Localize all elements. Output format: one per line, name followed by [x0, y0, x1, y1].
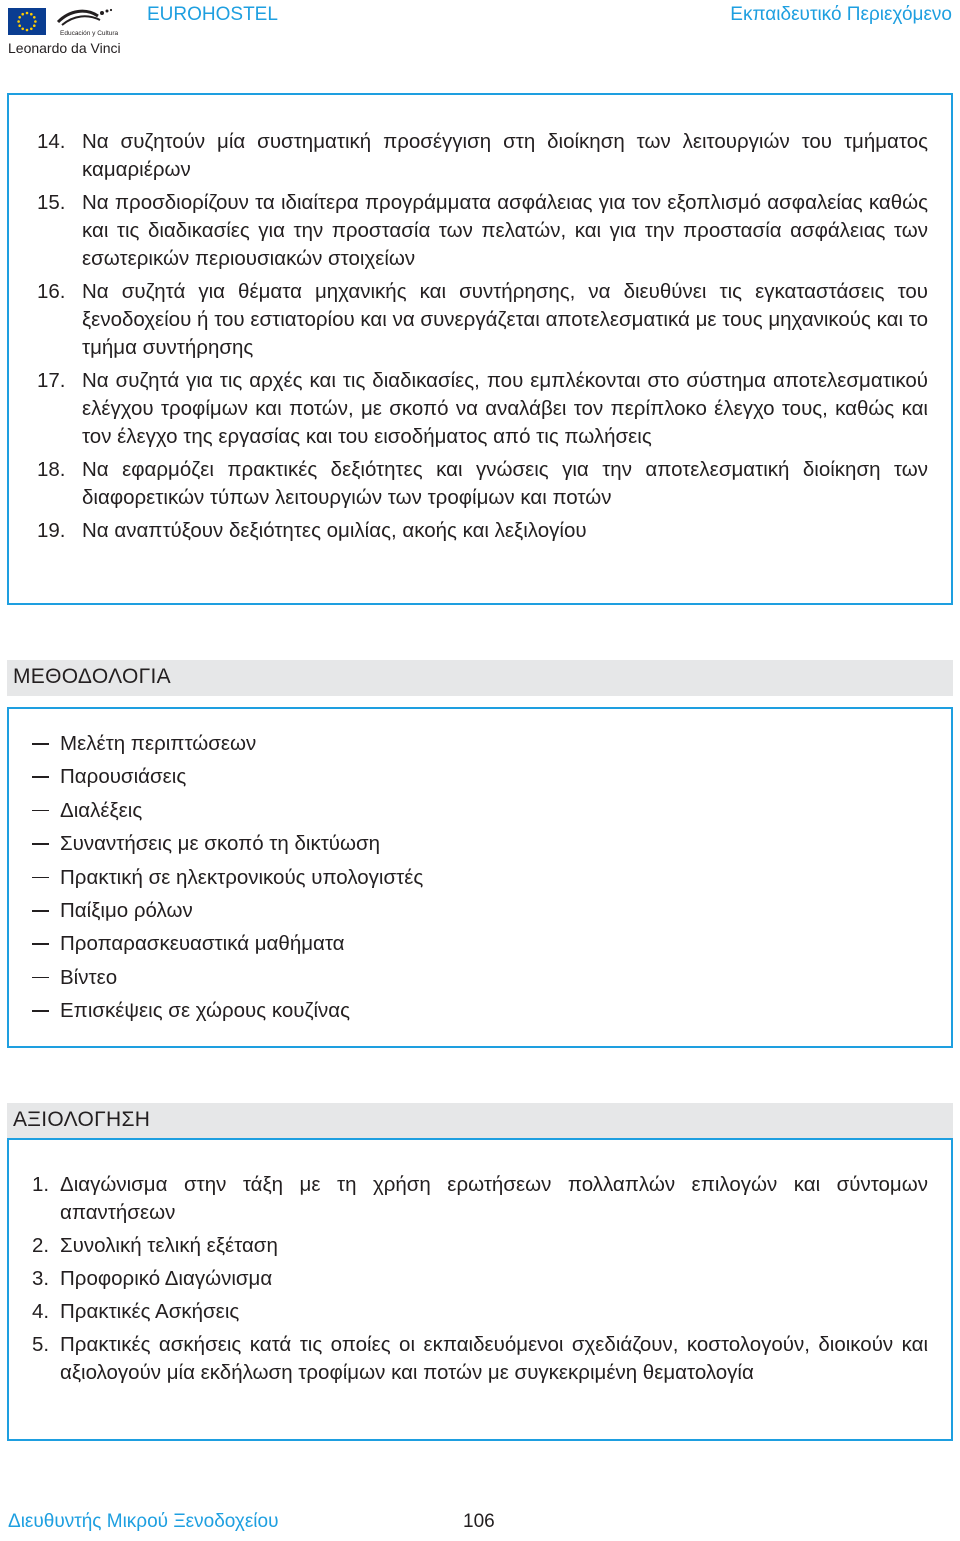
item-text: Πρακτικές Ασκήσεις [60, 1300, 240, 1323]
item-number: 3. [32, 1267, 50, 1290]
page-number: 106 [463, 1511, 495, 1532]
section-title: Εκπαιδευτικό Περιεχόμενο [730, 4, 952, 25]
logo-caption: Educación y Cultura [60, 30, 119, 37]
item-number: 2. [32, 1234, 50, 1257]
item-text: Προπαρασκευαστικά μαθήματα [60, 932, 345, 956]
footer-course-title: Διευθυντής Μικρού Ξενοδοχείου [8, 1511, 279, 1532]
dash-bullet-icon [32, 910, 49, 912]
item-text: Προφορικό Διαγώνισμα [60, 1267, 273, 1290]
item-text: Μελέτη περιπτώσεων [60, 732, 257, 755]
item-text: Πρακτικές ασκήσεις κατά τις οποίες οι εκπαιδευόμενοι σχεδιάζουν, κοστολογούν, διοικούν και αξιολογούν μία εκδήλωση τροφίμων και ποτών με συγκεκριμένη θεματολογία [60, 1333, 928, 1384]
item-text: Να συζητά για τις αρχές και τις διαδικασίες, που εμπλέκονται στο σύστημα αποτελεσματικού ελέγχου τροφίμων και ποτών, με σκοπό να αναλάβει τον περίπλοκο έλεγχο τους, καθώς και τον έλεγχο της εργασίας και του εισοδήματος από τις πωλήσεις [82, 369, 928, 448]
item-text: Να συζητά για θέματα μηχανικής και συντήρησης, να διευθύνει τις εγκαταστάσεις του ξενοδοχείου ή του εστιατορίου και να συνεργάζεται αποτελεσματικά με τους μηχανικούς και το τμήμα συντήρησης [82, 280, 928, 359]
list-item [32, 367, 928, 451]
dash-bullet-icon [32, 810, 49, 812]
item-text: Να προσδιορίζουν τα ιδιαίτερα προγράμματα ασφάλειας για τον εξοπλισμό ασφαλείας καθώς και τις διαδικασίες για την προστασία των πελατών, και για την προστασία ασφάλειας των εσωτερικών περιουσιακών στοιχείων [82, 191, 928, 270]
dash-bullet-icon [32, 843, 49, 845]
list-item [32, 894, 423, 927]
list-item [32, 1265, 928, 1293]
list-item [32, 861, 423, 894]
list-item [32, 827, 423, 860]
methodology-heading-band [7, 660, 953, 696]
page-header [0, 0, 960, 70]
list-item [32, 961, 423, 994]
education-culture-logo [52, 6, 122, 38]
item-text: Παρουσιάσεις [60, 765, 187, 789]
list-item [32, 456, 928, 512]
item-text: Να εφαρμόζει πρακτικές δεξιότητες και γνώσεις για την αποτελεσματική διοίκηση των διαφορετικών τύπων λειτουργιών των τροφίμων και ποτών [82, 458, 928, 509]
list-item [32, 128, 928, 184]
list-item [32, 189, 928, 273]
dash-bullet-icon [32, 776, 49, 778]
item-number: 5. [32, 1333, 50, 1356]
dash-bullet-icon [32, 743, 49, 745]
item-text: Βίντεο [60, 965, 118, 989]
item-number: 18. [37, 458, 66, 481]
dash-bullet-icon [32, 877, 49, 879]
list-item [32, 994, 423, 1027]
item-text: Συναντήσεις με σκοπό τη δικτύωση [60, 832, 381, 856]
item-number: 4. [32, 1300, 50, 1323]
evaluation-heading: ΑΞΙΟΛΟΓΗΣΗ [13, 1108, 151, 1131]
list-item [32, 1298, 928, 1326]
list-item [32, 1331, 928, 1387]
item-text: Να συζητούν μία συστηματική προσέγγιση στη διοίκηση των λειτουργιών του τμήματος καμαριέρων [82, 130, 928, 181]
item-number: 1. [32, 1173, 50, 1196]
item-number: 14. [37, 130, 66, 153]
item-number: 19. [37, 519, 66, 542]
item-number: 15. [37, 191, 66, 214]
item-number: 17. [37, 369, 66, 392]
list-item [32, 517, 928, 545]
brand-title: EUROHOSTEL [147, 4, 278, 25]
item-text: Πρακτική σε ηλεκτρονικούς υπολογιστές [60, 865, 424, 889]
item-text: Επισκέψεις σε χώρους κουζίνας [60, 999, 351, 1023]
methodology-heading: ΜΕΘΟΔΟΛΟΓΙΑ [13, 665, 171, 688]
item-text: Διαλέξεις [60, 798, 143, 822]
evaluation-heading-band [7, 1103, 953, 1139]
list-item [32, 760, 423, 793]
list-item [32, 1232, 928, 1260]
list-item [32, 727, 423, 760]
dash-bullet-icon [32, 1010, 49, 1012]
methodology-list [32, 727, 423, 1028]
list-item [32, 278, 928, 362]
dash-bullet-icon [32, 977, 49, 979]
list-item [32, 1171, 928, 1227]
eu-flag-icon [8, 8, 46, 35]
objectives-list [32, 128, 928, 550]
item-text: Παίξιμο ρόλων [60, 899, 193, 923]
list-item [32, 794, 423, 827]
item-text: Συνολική τελική εξέταση [60, 1234, 278, 1257]
list-item [32, 927, 423, 960]
program-name: Leonardo da Vinci [8, 40, 121, 56]
evaluation-list [32, 1171, 928, 1392]
item-number: 16. [37, 280, 66, 303]
item-text: Να αναπτύξουν δεξιότητες ομιλίας, ακοής και λεξιλογίου [82, 519, 587, 542]
item-text: Διαγώνισμα στην τάξη με τη χρήση ερωτήσεων πολλαπλών επιλογών και σύντομων απαντήσεων [60, 1173, 928, 1224]
dash-bullet-icon [32, 943, 49, 945]
